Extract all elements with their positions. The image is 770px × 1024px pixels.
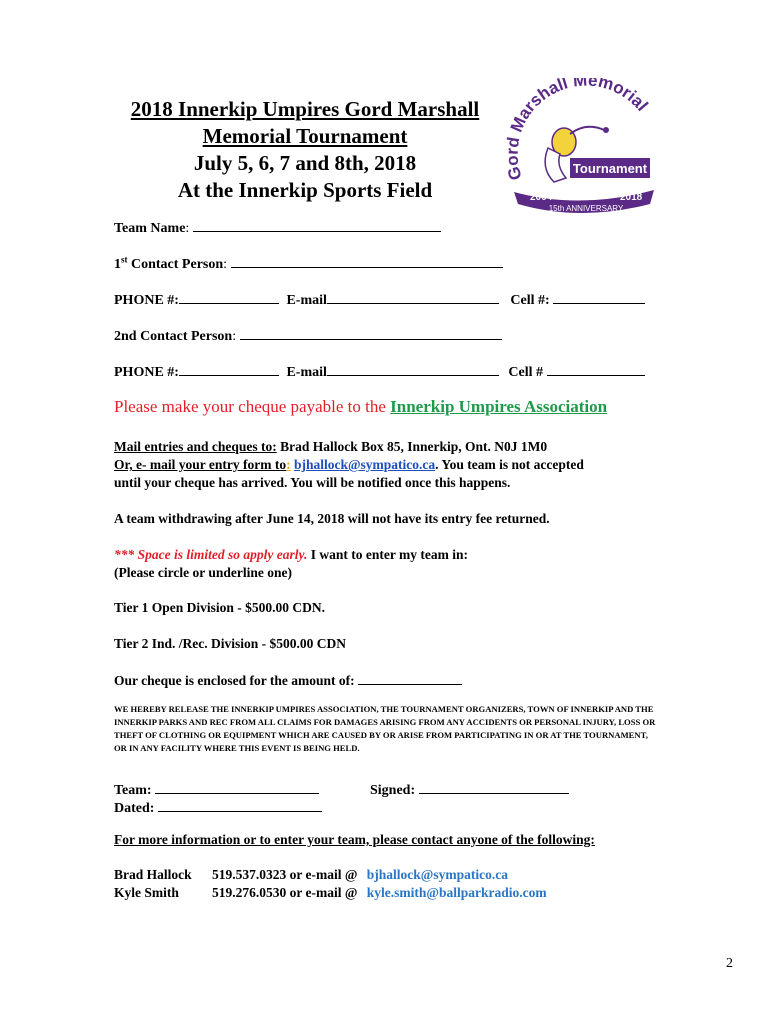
team-name-blank[interactable]: [193, 218, 441, 232]
tournament-logo: [500, 78, 660, 220]
phone1-blank[interactable]: [179, 290, 279, 304]
contact1-label-prefix: 1: [114, 257, 121, 272]
email1-label: E-mail: [286, 293, 327, 308]
signature-dated-row: [114, 798, 322, 817]
mail-note-2: until your cheque has arrived. You will be notified once this happens.: [114, 475, 511, 490]
signature-signed-row: [370, 780, 569, 799]
enter-team-text: I want to enter my team in:: [307, 547, 468, 562]
logo-year-end: 2018: [620, 192, 643, 203]
payable-text: Please make your cheque payable to the: [114, 397, 391, 416]
phone1-label: PHONE #:: [114, 293, 179, 308]
contact-email-link[interactable]: kyle.smith@ballparkradio.com: [366, 885, 547, 900]
email-form-label: Or, e- mail your entry form to: [114, 457, 287, 472]
contact1-label-suffix: Contact Person: [127, 257, 224, 272]
mail-note-1: . You team is not accepted: [435, 457, 584, 472]
cell2-blank[interactable]: [547, 362, 645, 376]
title-line-4: At the Innerkip Sports Field: [177, 178, 433, 202]
signature-team-row: [114, 780, 319, 799]
mail-block: [114, 438, 584, 492]
tier1-option[interactable]: Tier 1 Open Division - $500.00 CDN.: [114, 600, 326, 615]
sig-team-label: Team:: [114, 783, 156, 798]
contact1-label-sup: st: [121, 254, 128, 265]
liability-release: WE HEREBY RELEASE THE INNERKIP UMPIRES ASSOCIATION, THE TOURNAMENT ORGANIZERS, TOWN OF INNERKIP AND THE INNERKIP PARKS AND REC FROM ALL CLAIMS FOR DAMAGES ARISING FROM ANY ACCIDENTS OR PERSONAL INJURY, LOSS OR THEFT OF CLOTHING OR EQUIPMENT WHICH ARE CAUSED BY OR ARISE FROM PARTICIPATING IN OR AT THE TOURNAMENT, OR IN ANY FACILITY WHERE THIS EVENT IS BEING HELD.: [114, 704, 656, 753]
contact2-blank[interactable]: [240, 326, 502, 340]
contact2-phone-row: [114, 362, 645, 381]
cell1-blank[interactable]: [553, 290, 645, 304]
contact1-blank[interactable]: [231, 254, 503, 268]
sig-team-blank[interactable]: [155, 780, 319, 794]
contact2-field: 2nd Contact Person:: [114, 326, 502, 345]
cell1-label: Cell #:: [510, 293, 554, 308]
sig-signed-label: Signed:: [370, 783, 419, 798]
contact1-field: 1st Contact Person:: [114, 254, 503, 273]
title-line-3: July 5, 6, 7 and 8th, 2018: [193, 151, 417, 175]
email2-blank[interactable]: [327, 362, 499, 376]
phone2-blank[interactable]: [179, 362, 279, 376]
tier2-option[interactable]: Tier 2 Ind. /Rec. Division - $500.00 CDN: [114, 636, 347, 651]
contact-email-link[interactable]: bjhallock@sympatico.ca: [366, 867, 508, 882]
cheque-amount-label: Our cheque is enclosed for the amount of:: [114, 673, 358, 688]
mail-address: Brad Hallock Box 85, Innerkip, Ont. N0J 1M0: [276, 439, 548, 454]
tournament-title: [95, 96, 515, 204]
email2-label: E-mail: [286, 365, 327, 380]
contact2-label: 2nd Contact Person: [114, 329, 233, 344]
contact1-phone-row: [114, 290, 645, 309]
mail-label: Mail entries and cheques to:: [114, 439, 277, 454]
payable-line: [114, 397, 607, 417]
contact-row: [114, 866, 508, 884]
circle-note: (Please circle or underline one): [114, 565, 292, 580]
sig-dated-label: Dated:: [114, 801, 158, 816]
cheque-amount-blank[interactable]: [358, 671, 462, 685]
space-limited-text: *** Space is limited so apply early.: [114, 547, 308, 562]
team-name-label: Team Name: [114, 221, 186, 236]
title-line-1: 2018 Innerkip Umpires Gord Marshall: [130, 97, 480, 121]
mail-email-link[interactable]: bjhallock@sympatico.ca: [293, 457, 436, 472]
contact-name: Brad Hallock: [114, 867, 192, 882]
withdraw-text: A team withdrawing after June 14, 2018 will not have its entry fee returned.: [114, 511, 550, 526]
phone2-label: PHONE #:: [114, 365, 179, 380]
sig-dated-blank[interactable]: [158, 798, 322, 812]
logo-arc-text: Gord Marshall Memorial: [502, 78, 652, 183]
contact-phone: 519.537.0323 or e-mail @: [212, 867, 358, 882]
space-block: [114, 546, 468, 582]
page-number: 2: [726, 956, 733, 971]
email1-blank[interactable]: [327, 290, 499, 304]
logo-year-start: 2004: [530, 192, 553, 203]
contact-row: [114, 884, 547, 902]
cheque-amount-field: [114, 671, 462, 690]
title-line-2: Memorial Tournament: [202, 124, 408, 148]
sig-signed-blank[interactable]: [419, 780, 569, 794]
more-info-text: For more information or to enter your team, please contact anyone of the following:: [114, 832, 595, 847]
tournament-logo-graphic: [500, 78, 660, 220]
logo-tournament-text: Tournament: [572, 161, 648, 176]
contact-phone: 519.276.0530 or e-mail @: [212, 885, 358, 900]
logo-anniversary: 15th ANNIVERSARY: [548, 204, 624, 213]
email-form-colon: :: [286, 457, 291, 472]
cell2-label: Cell #: [508, 365, 547, 380]
contact-name: Kyle Smith: [114, 885, 179, 900]
team-name-field: Team Name:: [114, 218, 441, 237]
payable-association: Innerkip Umpires Association: [390, 397, 608, 416]
